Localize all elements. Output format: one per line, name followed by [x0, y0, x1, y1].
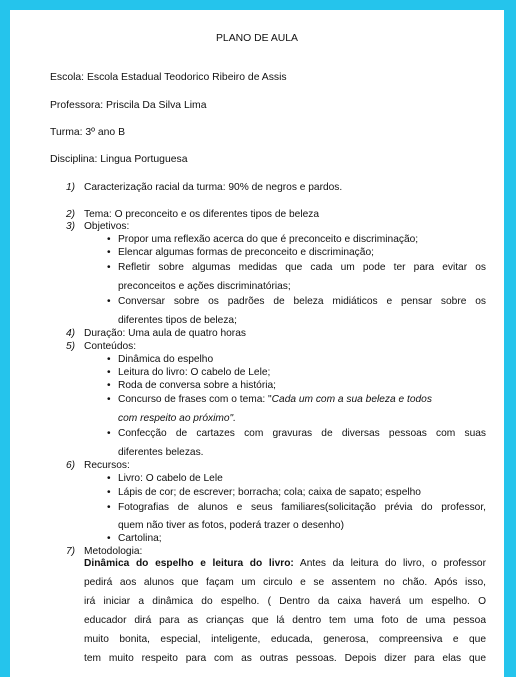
section-text: Recursos: — [84, 460, 130, 471]
bullet-icon: • — [107, 262, 111, 273]
section-text: Tema: O preconceito e os diferentes tipos de beleza — [84, 209, 320, 220]
bullet-icon: • — [107, 354, 111, 365]
section-number: 6) — [66, 460, 76, 471]
list-item — [118, 393, 486, 406]
paragraph-text: Antes da leitura do livro, o professor — [293, 558, 486, 569]
section-duration — [66, 327, 246, 340]
list-item-continuation: quem não tiver as fotos, poderá trazer o desenho) — [118, 520, 344, 531]
paragraph-line: irá iniciar a dinâmica do espelho. ( Dentro da caixa haverá um espelho. O — [84, 596, 486, 607]
bullet-icon: • — [107, 487, 111, 498]
list-item: Dinâmica do espelho — [118, 354, 214, 365]
list-item: Confecção de cartazes com gravuras de diversas pessoas com suas — [118, 428, 486, 439]
section-number: 7) — [66, 546, 76, 557]
list-item: Propor uma reflexão acerca do que é preconceito e discriminação; — [118, 234, 419, 245]
list-item: Elencar algumas formas de preconceito e discriminação; — [118, 247, 374, 258]
document-page — [10, 10, 504, 677]
bullet-icon: • — [107, 473, 111, 484]
section-racial — [66, 181, 342, 194]
section-text: Metodologia: — [84, 546, 143, 557]
section-text: Duração: Uma aula de quatro horas — [84, 328, 246, 339]
list-item-continuation: com respeito ao próximo". — [118, 413, 236, 424]
list-item: Conversar sobre os padrões de beleza midiáticos e pensar sobre os — [118, 296, 486, 307]
list-item-text: Concurso de frases com o tema: " — [118, 394, 272, 405]
paragraph-heading: Dinâmica do espelho e leitura do livro: — [84, 558, 294, 569]
section-number: 5) — [66, 341, 76, 352]
list-item-italic: Cada um com a sua beleza e todos — [271, 394, 432, 405]
section-number: 2) — [66, 209, 76, 220]
bullet-icon: • — [107, 428, 111, 439]
class-line: Turma: 3º ano B — [50, 127, 126, 138]
list-item: Refletir sobre algumas medidas que cada um pode ter para evitar os — [118, 262, 486, 273]
list-item: Roda de conversa sobre a história; — [118, 380, 276, 391]
list-item-continuation: preconceitos e ações discriminatórias; — [118, 281, 291, 292]
bullet-icon: • — [107, 394, 111, 405]
paragraph-line: tem muito respeito para com as outras pessoas. Depois dizer para elas que — [84, 653, 486, 664]
paragraph-line: educador dirá para as crianças que lá dentro tem uma foto de uma pessoa — [84, 615, 486, 626]
section-objectives — [66, 220, 129, 233]
section-text: Objetivos: — [84, 221, 130, 232]
section-number: 3) — [66, 221, 76, 232]
subject-line: Disciplina: Lingua Portuguesa — [50, 154, 188, 165]
section-number: 1) — [66, 182, 76, 193]
bullet-icon: • — [107, 296, 111, 307]
list-item-continuation: diferentes belezas. — [118, 447, 204, 458]
section-text: Conteúdos: — [84, 341, 137, 352]
list-item: Leitura do livro: O cabelo de Lele; — [118, 367, 271, 378]
methodology-paragraph — [84, 554, 486, 668]
paragraph-line — [84, 554, 486, 573]
bullet-icon: • — [107, 367, 111, 378]
list-item: Lápis de cor; de escrever; borracha; cola; caixa de sapato; espelho — [118, 487, 421, 498]
section-text: Caracterização racial da turma: 90% de negros e pardos. — [84, 182, 343, 193]
list-item: Cartolina; — [118, 533, 162, 544]
list-item-continuation: diferentes tipos de beleza; — [118, 315, 237, 326]
bullet-icon: • — [107, 533, 111, 544]
school-line: Escola: Escola Estadual Teodorico Ribeiro de Assis — [50, 72, 287, 83]
paragraph-line: pedirá aos alunos que façam um circulo e se assentem no chão. Após isso, — [84, 577, 486, 588]
section-contents — [66, 340, 136, 353]
page-title: PLANO DE AULA — [215, 33, 298, 44]
bullet-icon: • — [107, 380, 111, 391]
bullet-icon: • — [107, 502, 111, 513]
section-resources — [66, 459, 130, 472]
section-number: 4) — [66, 328, 76, 339]
paragraph-line: muito bonita, especial, inteligente, educada, generosa, compreensiva e que — [84, 634, 486, 645]
bullet-icon: • — [107, 247, 111, 258]
teacher-line: Professora: Priscila Da Silva Lima — [50, 100, 207, 111]
list-item: Fotografias de alunos e seus familiares(solicitação prévia do professor, — [118, 502, 486, 513]
list-item: Livro: O cabelo de Lele — [118, 473, 223, 484]
bullet-icon: • — [107, 234, 111, 245]
